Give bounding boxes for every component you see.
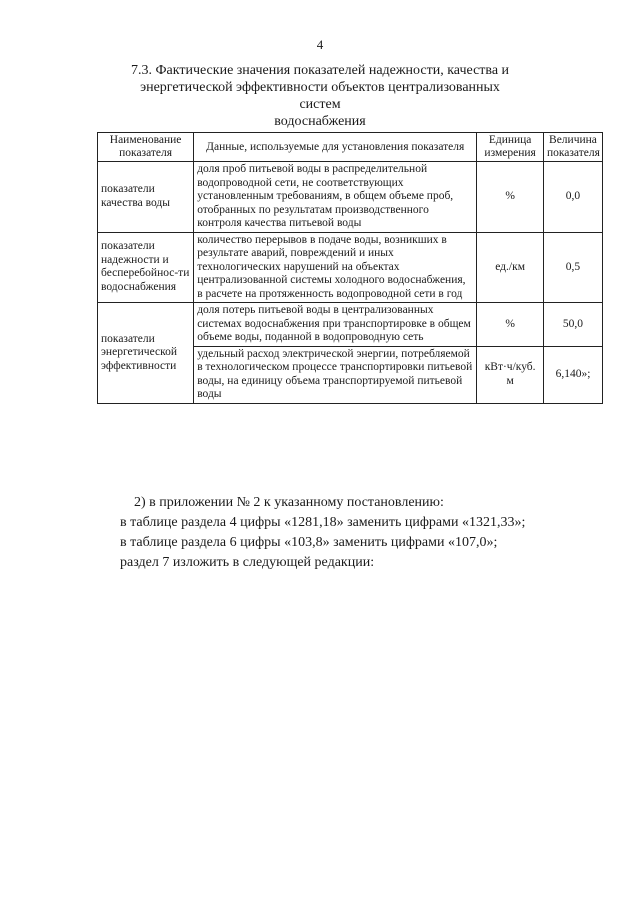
table-row bbox=[98, 303, 603, 347]
indicator-value: 6,140»; bbox=[543, 346, 602, 403]
indicator-name: показатели качества воды bbox=[98, 162, 194, 233]
table-row bbox=[98, 162, 603, 233]
section-title-line: водоснабжения bbox=[274, 114, 366, 129]
indicator-data: доля потерь питьевой воды в централизованных системах водоснабжения при транспортировке в общем объеме воды, поданной в водопроводную сеть bbox=[194, 303, 477, 347]
table-header-row bbox=[98, 133, 603, 162]
indicator-unit: ед./км bbox=[477, 232, 544, 303]
indicator-data: удельный расход электрической энергии, потребляемой в технологическом процессе транспортировки питьевой воды, на единицу объема транспортируемой питьевой воды bbox=[194, 346, 477, 403]
header-name: Наименование показателя bbox=[98, 133, 194, 162]
indicators-table bbox=[97, 132, 603, 404]
amendment-line: раздел 7 изложить в следующей редакции: bbox=[120, 555, 375, 570]
section-title bbox=[120, 62, 520, 130]
table-row bbox=[98, 232, 603, 303]
amendment-line: в таблице раздела 6 цифры «103,8» заменить цифрами «107,0»; bbox=[120, 535, 498, 550]
indicator-value: 0,0 bbox=[543, 162, 602, 233]
indicator-value: 50,0 bbox=[543, 303, 602, 347]
indicator-unit: % bbox=[477, 303, 544, 347]
indicator-data: количество перерывов в подаче воды, возникших в результате аварий, повреждений и иных технологических нарушений на объектах централизованной системы холодного водоснабжения, в расчете на протяженность водопроводной сети в год bbox=[194, 232, 477, 303]
indicator-data: доля проб питьевой воды в распределительной водопроводной сети, не соответствующих установленным требованиям, в общем объеме проб, отобранных по результатам производственного контроля качества питьевой воды bbox=[194, 162, 477, 233]
section-title-line: 7.3. Фактические значения показателей надежности, качества и bbox=[130, 63, 510, 78]
page-number: 4 bbox=[316, 37, 324, 52]
header-value: Величина показателя bbox=[543, 133, 602, 162]
section-title-line: энергетической эффективности объектов централизованных систем bbox=[140, 80, 500, 112]
indicator-unit: % bbox=[477, 162, 544, 233]
indicator-unit: кВт·ч/куб. м bbox=[477, 346, 544, 403]
amendment-line: в таблице раздела 4 цифры «1281,18» заменить цифрами «1321,33»; bbox=[120, 515, 526, 530]
amendment-line: 2) в приложении № 2 к указанному постановлению: bbox=[134, 495, 444, 510]
indicator-name: показатели надежности и бесперебойнос-ти водоснабжения bbox=[98, 232, 194, 303]
amendments-text bbox=[120, 493, 590, 573]
header-unit: Единица измерения bbox=[477, 133, 544, 162]
indicator-name: показатели энергетической эффективности bbox=[98, 303, 194, 404]
header-data: Данные, используемые для установления показателя bbox=[194, 133, 477, 162]
indicator-value: 0,5 bbox=[543, 232, 602, 303]
